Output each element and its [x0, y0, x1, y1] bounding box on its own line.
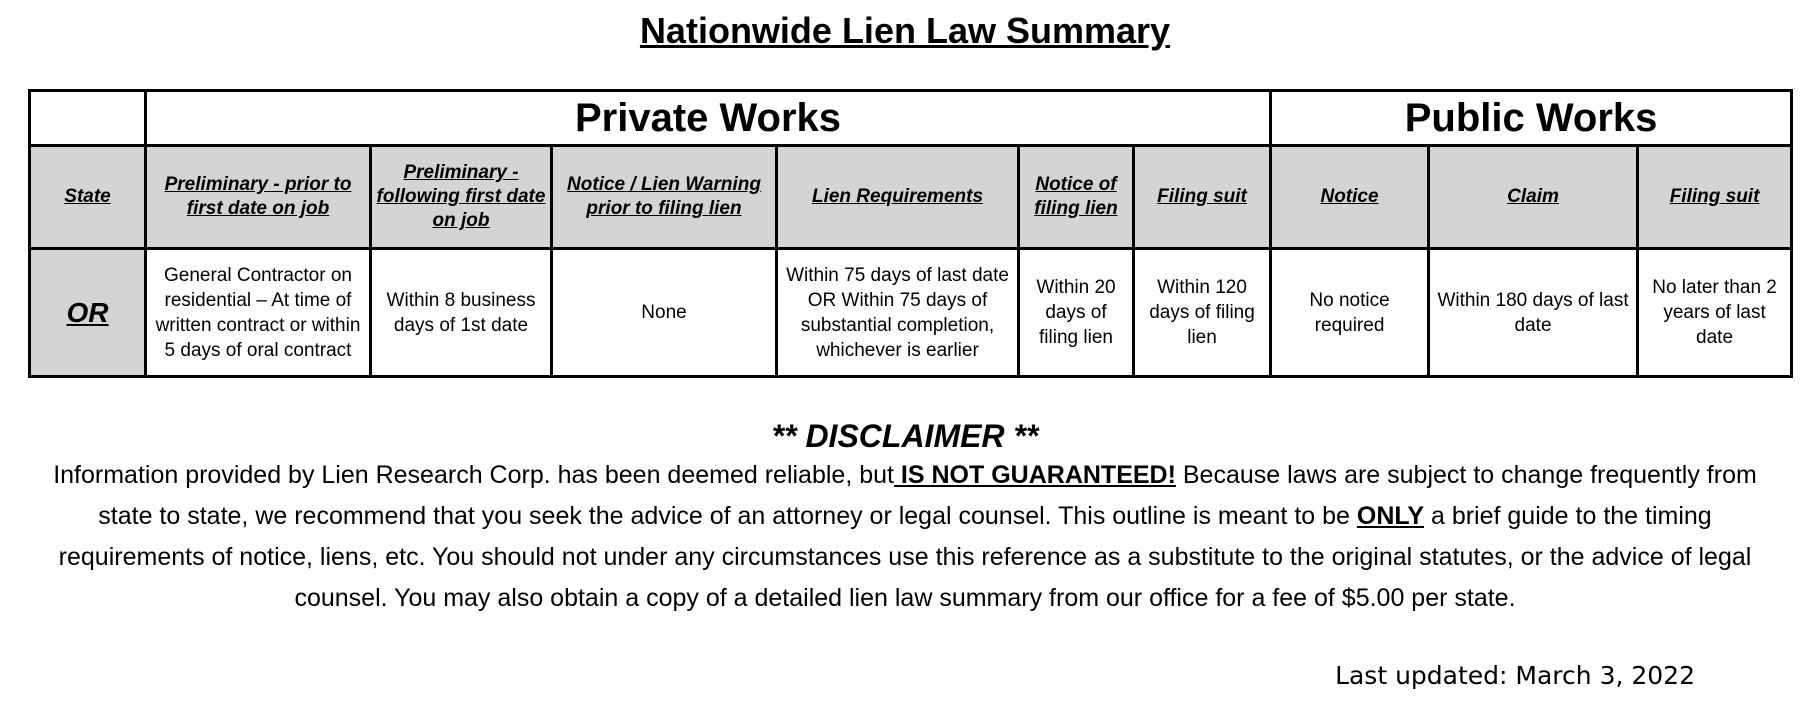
cell-preliminary-prior: General Contractor on residential – At time of written contract or within 5 days of oral contract [146, 249, 371, 377]
header-public-filing-suit: Filing suit [1638, 146, 1792, 249]
disclaimer-text-part-1: Information provided by Lien Research Corp. has been deemed reliable, but [53, 461, 894, 489]
cell-private-filing-suit: Within 120 days of filing lien [1134, 249, 1271, 377]
cell-lien-requirements: Within 75 days of last date OR Within 75 days of substantial completion, whichever is earlier [777, 249, 1019, 377]
header-preliminary-prior: Preliminary - prior to first date on job [146, 146, 371, 249]
header-state: State [30, 146, 146, 249]
group-header-row [30, 91, 1792, 146]
cell-notice-lien-warning: None [552, 249, 777, 377]
header-public-notice: Notice [1271, 146, 1429, 249]
disclaimer-text-part-3: a brief guide to the timing requirements of notice, liens, etc. You should not under any circumstances use this reference as a substitute to the original statutes, or the advice of legal counsel. You may also obtain a copy of a detailed lien law summary from our office for a fee of $5.00 per state. [58, 502, 1752, 612]
empty-corner-cell [30, 91, 146, 146]
public-works-heading: Public Works [1271, 91, 1792, 146]
cell-public-claim: Within 180 days of last date [1429, 249, 1638, 377]
header-public-claim: Claim [1429, 146, 1638, 249]
lien-law-table [28, 89, 1793, 378]
disclaimer-text [30, 455, 1780, 619]
header-private-filing-suit: Filing suit [1134, 146, 1271, 249]
cell-notice-of-filing-lien: Within 20 days of filing lien [1019, 249, 1134, 377]
disclaimer-text-part-2: Because laws are subject to change frequently from state to state, we recommend that you seek the advice of an attorney or legal counsel. This outline is meant to be [98, 461, 1757, 530]
private-works-heading: Private Works [146, 91, 1271, 146]
state-cell: OR [30, 249, 146, 377]
last-updated: Last updated: March 3, 2022 [1335, 661, 1695, 690]
header-lien-requirements: Lien Requirements [777, 146, 1019, 249]
header-notice-lien-warning: Notice / Lien Warning prior to filing lien [552, 146, 777, 249]
cell-preliminary-following: Within 8 business days of 1st date [371, 249, 552, 377]
disclaimer-heading: ** DISCLAIMER ** [771, 418, 1039, 454]
header-preliminary-following: Preliminary - following first date on job [371, 146, 552, 249]
header-notice-of-filing-lien: Notice of filing lien [1019, 146, 1134, 249]
column-header-row [30, 146, 1792, 249]
page-title: Nationwide Lien Law Summary [639, 10, 1171, 51]
not-guaranteed-emphasis: IS NOT GUARANTEED! [893, 461, 1176, 489]
only-emphasis: ONLY [1356, 502, 1425, 530]
cell-public-notice: No notice required [1271, 249, 1429, 377]
table-row [30, 249, 1792, 377]
cell-public-filing-suit: No later than 2 years of last date [1638, 249, 1792, 377]
